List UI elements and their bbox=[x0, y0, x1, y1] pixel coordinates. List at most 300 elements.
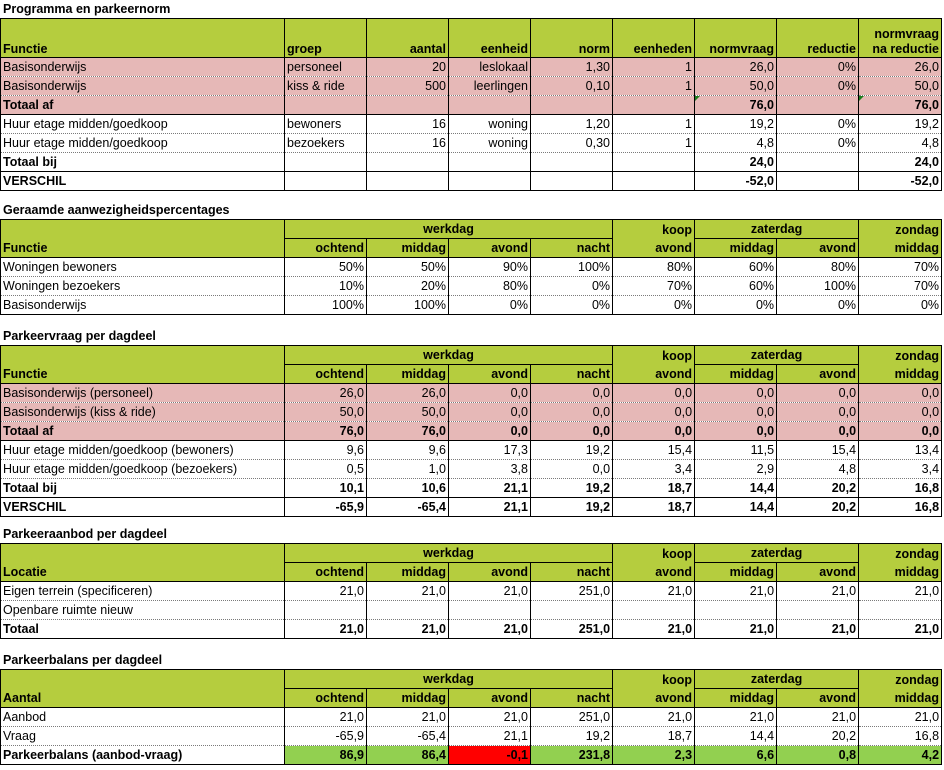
cell: 0% bbox=[613, 296, 695, 315]
cell: 20,2 bbox=[777, 479, 859, 498]
cell: 76,0 bbox=[695, 96, 777, 115]
cell: 80% bbox=[777, 258, 859, 277]
cell: 60% bbox=[695, 258, 777, 277]
cell: 50,0 bbox=[367, 403, 449, 422]
cell: 26,0 bbox=[367, 384, 449, 403]
cell: 20,2 bbox=[777, 498, 859, 517]
group-zondag: zondag bbox=[859, 346, 942, 365]
cell: 251,0 bbox=[531, 708, 613, 727]
col-header: groep bbox=[285, 19, 367, 58]
cell: 21,0 bbox=[777, 620, 859, 639]
balance-cell-positive: 86,4 bbox=[367, 746, 449, 765]
row-label: Totaal bij bbox=[1, 479, 285, 498]
cell: 0,0 bbox=[695, 422, 777, 441]
cell: -65,9 bbox=[285, 498, 367, 517]
cell: kiss & ride bbox=[285, 77, 367, 96]
cell bbox=[695, 601, 777, 620]
cell bbox=[285, 96, 367, 115]
cell: 10,1 bbox=[285, 479, 367, 498]
cell: 0,0 bbox=[695, 403, 777, 422]
header-row bbox=[1, 563, 942, 582]
group-zondag: zondag bbox=[859, 670, 942, 689]
col-header: middag bbox=[695, 563, 777, 582]
col-header: avond bbox=[449, 365, 531, 384]
cell: 0% bbox=[777, 296, 859, 315]
cell: 80% bbox=[613, 258, 695, 277]
cell: 0,0 bbox=[613, 403, 695, 422]
table-row bbox=[1, 601, 942, 620]
cell: 100% bbox=[777, 277, 859, 296]
balance-cell-positive: 231,8 bbox=[531, 746, 613, 765]
col-header: avond bbox=[613, 563, 695, 582]
cell: 100% bbox=[285, 296, 367, 315]
cell: 0,0 bbox=[449, 384, 531, 403]
cell: 1 bbox=[613, 58, 695, 77]
cell: 21,0 bbox=[367, 582, 449, 601]
cell: 21,0 bbox=[285, 620, 367, 639]
cell: 3,4 bbox=[859, 460, 942, 479]
cell: 13,4 bbox=[859, 441, 942, 460]
col-header: middag bbox=[367, 563, 449, 582]
cell: 50,0 bbox=[859, 77, 942, 96]
cell: 21,0 bbox=[367, 620, 449, 639]
group-werkdag: werkdag bbox=[285, 220, 613, 239]
aanwezigheid-table bbox=[0, 219, 942, 315]
col-header: middag bbox=[859, 563, 942, 582]
cell: 26,0 bbox=[859, 58, 942, 77]
section-title: Geraamde aanwezigheidspercentages bbox=[3, 203, 230, 217]
cell: 500 bbox=[367, 77, 449, 96]
cell: 70% bbox=[613, 277, 695, 296]
row-label: Parkeerbalans (aanbod-vraag) bbox=[1, 746, 285, 765]
cell: 0,0 bbox=[531, 403, 613, 422]
section-title: Parkeerbalans per dagdeel bbox=[3, 653, 163, 667]
cell: Aanbod bbox=[1, 708, 285, 727]
header-row bbox=[1, 239, 942, 258]
row-label: VERSCHIL bbox=[1, 172, 285, 191]
group-header-row bbox=[1, 220, 942, 239]
cell: 20 bbox=[367, 58, 449, 77]
cell: Openbare ruimte nieuw bbox=[1, 601, 285, 620]
cell bbox=[1, 220, 285, 239]
cell bbox=[285, 153, 367, 172]
col-header: middag bbox=[859, 365, 942, 384]
col-header: avond bbox=[777, 365, 859, 384]
cell: 0,0 bbox=[695, 384, 777, 403]
col-header: avond bbox=[449, 563, 531, 582]
header-row bbox=[1, 19, 942, 58]
section-parkeervraag bbox=[0, 327, 942, 517]
cell bbox=[613, 601, 695, 620]
cell: 16,8 bbox=[859, 727, 942, 746]
cell: 0% bbox=[859, 296, 942, 315]
cell: Vraag bbox=[1, 727, 285, 746]
cell bbox=[367, 172, 449, 191]
cell: 19,2 bbox=[531, 498, 613, 517]
cell: 21,0 bbox=[613, 620, 695, 639]
cell: 0% bbox=[777, 134, 859, 153]
section-title: Parkeervraag per dagdeel bbox=[3, 329, 156, 343]
cell bbox=[777, 601, 859, 620]
cell: 21,1 bbox=[449, 498, 531, 517]
cell: 24,0 bbox=[695, 153, 777, 172]
cell: Huur etage midden/goedkoop bbox=[1, 134, 285, 153]
cell: 80% bbox=[449, 277, 531, 296]
col-header: middag bbox=[859, 239, 942, 258]
cell: 21,0 bbox=[613, 582, 695, 601]
cell: Basisonderwijs (personeel) bbox=[1, 384, 285, 403]
totaal-af-row bbox=[1, 96, 942, 115]
cell: -65,4 bbox=[367, 727, 449, 746]
cell: 21,0 bbox=[859, 708, 942, 727]
cell: 15,4 bbox=[613, 441, 695, 460]
table-row bbox=[1, 727, 942, 746]
col-header: normvraag bbox=[695, 19, 777, 58]
group-werkdag: werkdag bbox=[285, 544, 613, 563]
cell: 0,0 bbox=[777, 422, 859, 441]
cell: 60% bbox=[695, 277, 777, 296]
col-header: aantal bbox=[367, 19, 449, 58]
cell bbox=[449, 153, 531, 172]
cell: 21,1 bbox=[449, 727, 531, 746]
cell: 19,2 bbox=[531, 727, 613, 746]
cell: bezoekers bbox=[285, 134, 367, 153]
table-row bbox=[1, 77, 942, 96]
row-label: Totaal bij bbox=[1, 153, 285, 172]
cell: 50,0 bbox=[285, 403, 367, 422]
balance-cell-positive: 4,2 bbox=[859, 746, 942, 765]
cell: Eigen terrein (specificeren) bbox=[1, 582, 285, 601]
cell: 0% bbox=[531, 277, 613, 296]
col-header: middag bbox=[367, 239, 449, 258]
cell: 4,8 bbox=[859, 134, 942, 153]
cell: 0,0 bbox=[531, 460, 613, 479]
col-header: ochtend bbox=[285, 365, 367, 384]
table-row bbox=[1, 403, 942, 422]
cell: Woningen bewoners bbox=[1, 258, 285, 277]
col-header: Functie bbox=[1, 19, 285, 58]
cell: 18,7 bbox=[613, 498, 695, 517]
table-row bbox=[1, 708, 942, 727]
cell: 76,0 bbox=[859, 96, 942, 115]
cell: 18,7 bbox=[613, 479, 695, 498]
col-header: avond bbox=[777, 563, 859, 582]
cell: 17,3 bbox=[449, 441, 531, 460]
row-label: Totaal af bbox=[1, 422, 285, 441]
cell: 26,0 bbox=[285, 384, 367, 403]
table-row bbox=[1, 441, 942, 460]
balance-cell-negative: -0,1 bbox=[449, 746, 531, 765]
cell bbox=[367, 601, 449, 620]
cell: 20% bbox=[367, 277, 449, 296]
col-header: avond bbox=[613, 239, 695, 258]
col-header: Functie bbox=[1, 239, 285, 258]
cell: 251,0 bbox=[531, 620, 613, 639]
cell: 0,0 bbox=[613, 422, 695, 441]
cell: 16,8 bbox=[859, 479, 942, 498]
cell: 21,0 bbox=[695, 620, 777, 639]
group-koop: koop bbox=[613, 346, 695, 365]
cell: 21,0 bbox=[449, 620, 531, 639]
col-header: avond bbox=[777, 689, 859, 708]
col-header: eenheden bbox=[613, 19, 695, 58]
cell: -52,0 bbox=[695, 172, 777, 191]
cell: woning bbox=[449, 115, 531, 134]
cell: 50% bbox=[367, 258, 449, 277]
cell: 16 bbox=[367, 134, 449, 153]
cell bbox=[1, 346, 285, 365]
cell: 19,2 bbox=[695, 115, 777, 134]
col-header: nacht bbox=[531, 239, 613, 258]
col-header: avond bbox=[449, 239, 531, 258]
cell bbox=[859, 601, 942, 620]
col-header-normvraag-na-reductie: normvraag na reductie bbox=[859, 19, 942, 58]
balans-row bbox=[1, 746, 942, 765]
cell: 0,5 bbox=[285, 460, 367, 479]
cell: 76,0 bbox=[367, 422, 449, 441]
col-header: norm bbox=[531, 19, 613, 58]
group-werkdag: werkdag bbox=[285, 346, 613, 365]
header-row bbox=[1, 365, 942, 384]
balance-cell-positive: 6,6 bbox=[695, 746, 777, 765]
cell bbox=[531, 172, 613, 191]
table-row bbox=[1, 384, 942, 403]
cell bbox=[613, 172, 695, 191]
cell: 21,0 bbox=[449, 582, 531, 601]
cell: 0% bbox=[449, 296, 531, 315]
cell: 0% bbox=[777, 58, 859, 77]
cell: 0% bbox=[777, 115, 859, 134]
cell: 0,0 bbox=[531, 422, 613, 441]
cell: 20,2 bbox=[777, 727, 859, 746]
row-label: Totaal bbox=[1, 620, 285, 639]
row-label: VERSCHIL bbox=[1, 498, 285, 517]
cell: 3,8 bbox=[449, 460, 531, 479]
cell bbox=[531, 153, 613, 172]
col-header: eenheid bbox=[449, 19, 531, 58]
section-title: Programma en parkeernorm bbox=[3, 2, 171, 16]
group-zaterdag: zaterdag bbox=[695, 220, 859, 239]
cell: Woningen bezoekers bbox=[1, 277, 285, 296]
cell: Huur etage midden/goedkoop (bezoekers) bbox=[1, 460, 285, 479]
totaal-bij-row bbox=[1, 479, 942, 498]
cell: 21,0 bbox=[449, 708, 531, 727]
cell: 70% bbox=[859, 277, 942, 296]
cell bbox=[449, 172, 531, 191]
cell: 0,0 bbox=[859, 403, 942, 422]
cell: 21,0 bbox=[285, 708, 367, 727]
parkeerbalans-table bbox=[0, 669, 942, 765]
cell: 50% bbox=[285, 258, 367, 277]
cell: 15,4 bbox=[777, 441, 859, 460]
cell: 90% bbox=[449, 258, 531, 277]
cell: bewoners bbox=[285, 115, 367, 134]
cell: 3,4 bbox=[613, 460, 695, 479]
cell bbox=[367, 153, 449, 172]
cell: 9,6 bbox=[367, 441, 449, 460]
col-header: nacht bbox=[531, 689, 613, 708]
group-zondag: zondag bbox=[859, 544, 942, 563]
col-header: Functie bbox=[1, 365, 285, 384]
cell: 70% bbox=[859, 258, 942, 277]
group-zaterdag: zaterdag bbox=[695, 544, 859, 563]
cell: 50,0 bbox=[695, 77, 777, 96]
cell: 1 bbox=[613, 115, 695, 134]
cell bbox=[777, 96, 859, 115]
programma-table bbox=[0, 18, 942, 191]
group-koop: koop bbox=[613, 220, 695, 239]
col-header: middag bbox=[367, 365, 449, 384]
cell: 21,0 bbox=[777, 708, 859, 727]
col-header: Aantal bbox=[1, 689, 285, 708]
group-header-row bbox=[1, 544, 942, 563]
col-header: avond bbox=[777, 239, 859, 258]
cell: 21,0 bbox=[777, 582, 859, 601]
table-row bbox=[1, 115, 942, 134]
cell: woning bbox=[449, 134, 531, 153]
cell: 0,0 bbox=[531, 384, 613, 403]
cell: Huur etage midden/goedkoop (bewoners) bbox=[1, 441, 285, 460]
cell bbox=[1, 670, 285, 689]
table-row bbox=[1, 258, 942, 277]
cell: 0% bbox=[531, 296, 613, 315]
cell bbox=[285, 601, 367, 620]
cell: leslokaal bbox=[449, 58, 531, 77]
cell: 100% bbox=[531, 258, 613, 277]
cell bbox=[367, 96, 449, 115]
group-werkdag: werkdag bbox=[285, 670, 613, 689]
balance-cell-positive: 0,8 bbox=[777, 746, 859, 765]
cell: 100% bbox=[367, 296, 449, 315]
col-header: middag bbox=[859, 689, 942, 708]
col-header: ochtend bbox=[285, 239, 367, 258]
cell bbox=[531, 601, 613, 620]
col-header: avond bbox=[613, 365, 695, 384]
col-header: ochtend bbox=[285, 563, 367, 582]
cell: 0,0 bbox=[449, 403, 531, 422]
cell: 0,0 bbox=[859, 422, 942, 441]
table-row bbox=[1, 58, 942, 77]
parkeeraanbod-table bbox=[0, 543, 942, 639]
cell: 0% bbox=[695, 296, 777, 315]
cell: 1,20 bbox=[531, 115, 613, 134]
cell: -52,0 bbox=[859, 172, 942, 191]
parkeervraag-table bbox=[0, 345, 942, 517]
cell: 26,0 bbox=[695, 58, 777, 77]
cell: 10% bbox=[285, 277, 367, 296]
cell: leerlingen bbox=[449, 77, 531, 96]
cell: 0,0 bbox=[777, 403, 859, 422]
cell: 14,4 bbox=[695, 498, 777, 517]
col-header: middag bbox=[695, 689, 777, 708]
balance-cell-positive: 86,9 bbox=[285, 746, 367, 765]
col-header: ochtend bbox=[285, 689, 367, 708]
cell: 19,2 bbox=[531, 441, 613, 460]
cell: 0,10 bbox=[531, 77, 613, 96]
cell: 19,2 bbox=[531, 479, 613, 498]
col-header: avond bbox=[449, 689, 531, 708]
cell: 21,1 bbox=[449, 479, 531, 498]
cell: 1 bbox=[613, 77, 695, 96]
cell: 21,0 bbox=[859, 620, 942, 639]
cell: 0,0 bbox=[449, 422, 531, 441]
totaal-af-row bbox=[1, 422, 942, 441]
col-header: middag bbox=[367, 689, 449, 708]
cell bbox=[285, 172, 367, 191]
section-parkeerbalans bbox=[0, 651, 942, 765]
cell: 0,30 bbox=[531, 134, 613, 153]
cell bbox=[531, 96, 613, 115]
cell: 251,0 bbox=[531, 582, 613, 601]
section-title: Parkeeraanbod per dagdeel bbox=[3, 527, 167, 541]
cell: Basisonderwijs bbox=[1, 77, 285, 96]
cell: 0% bbox=[777, 77, 859, 96]
cell: 24,0 bbox=[859, 153, 942, 172]
cell: 16 bbox=[367, 115, 449, 134]
totaal-bij-row bbox=[1, 153, 942, 172]
cell: 1,30 bbox=[531, 58, 613, 77]
cell bbox=[777, 172, 859, 191]
cell: 1,0 bbox=[367, 460, 449, 479]
verschil-row bbox=[1, 172, 942, 191]
cell: 9,6 bbox=[285, 441, 367, 460]
cell: 76,0 bbox=[285, 422, 367, 441]
cell: 21,0 bbox=[859, 582, 942, 601]
col-header: middag bbox=[695, 365, 777, 384]
cell: 1 bbox=[613, 134, 695, 153]
col-header: reductie bbox=[777, 19, 859, 58]
group-koop: koop bbox=[613, 544, 695, 563]
row-label: Totaal af bbox=[1, 96, 285, 115]
col-header: nacht bbox=[531, 563, 613, 582]
group-zaterdag: zaterdag bbox=[695, 670, 859, 689]
group-zondag: zondag bbox=[859, 220, 942, 239]
cell: 2,9 bbox=[695, 460, 777, 479]
col-header: nacht bbox=[531, 365, 613, 384]
table-row bbox=[1, 460, 942, 479]
col-header: middag bbox=[695, 239, 777, 258]
cell: 21,0 bbox=[695, 708, 777, 727]
header-row bbox=[1, 689, 942, 708]
cell: 4,8 bbox=[695, 134, 777, 153]
cell: 21,0 bbox=[285, 582, 367, 601]
cell: 10,6 bbox=[367, 479, 449, 498]
cell: Basisonderwijs bbox=[1, 58, 285, 77]
section-parkeeraanbod bbox=[0, 525, 942, 639]
cell: 19,2 bbox=[859, 115, 942, 134]
cell: 0,0 bbox=[859, 384, 942, 403]
group-header-row bbox=[1, 346, 942, 365]
table-row bbox=[1, 296, 942, 315]
cell bbox=[613, 153, 695, 172]
cell: 0,0 bbox=[777, 384, 859, 403]
cell: -65,4 bbox=[367, 498, 449, 517]
cell: 11,5 bbox=[695, 441, 777, 460]
group-zaterdag: zaterdag bbox=[695, 346, 859, 365]
group-koop: koop bbox=[613, 670, 695, 689]
section-aanwezigheid bbox=[0, 201, 942, 315]
cell bbox=[449, 601, 531, 620]
col-header: Locatie bbox=[1, 563, 285, 582]
cell: 21,0 bbox=[695, 582, 777, 601]
cell: personeel bbox=[285, 58, 367, 77]
table-row bbox=[1, 134, 942, 153]
cell: 21,0 bbox=[367, 708, 449, 727]
group-header-row bbox=[1, 670, 942, 689]
cell: 0,0 bbox=[613, 384, 695, 403]
cell: Huur etage midden/goedkoop bbox=[1, 115, 285, 134]
balance-cell-positive: 2,3 bbox=[613, 746, 695, 765]
